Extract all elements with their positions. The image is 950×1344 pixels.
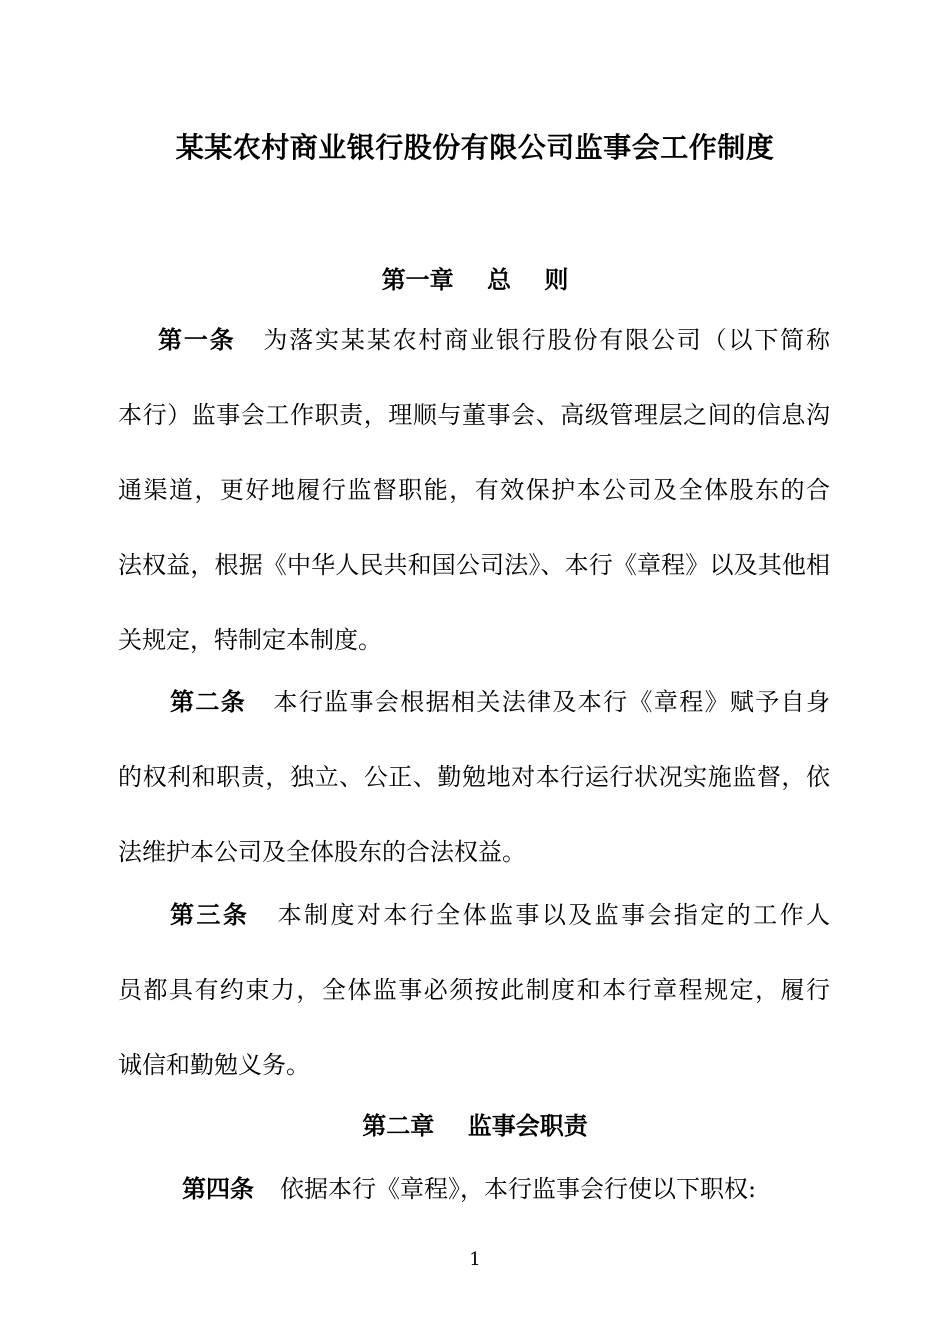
article-2-label: 第二条 bbox=[170, 687, 247, 716]
article-3-text: 本制度对本行全体监事以及监事会指定的工作人 bbox=[275, 901, 830, 929]
article-1-line-3: 通渠道，更好地履行监督职能，有效保护本公司及全体股东的合 bbox=[118, 476, 830, 504]
article-1-line-2: 本行）监事会工作职责，理顺与董事会、高级管理层之间的信息沟 bbox=[118, 401, 830, 429]
article-4-line-1 bbox=[182, 1172, 830, 1206]
article-3-label: 第三条 bbox=[170, 900, 250, 929]
article-2-line-2: 的权利和职责，独立、公正、勤勉地对本行运行状况实施监督，依 bbox=[118, 763, 830, 791]
article-1-text: 为落实某某农村商业银行股份有限公司（以下简称 bbox=[261, 326, 831, 354]
article-3-line-1 bbox=[170, 898, 830, 932]
article-1-line-4: 法权益，根据《中华人民共和国公司法》、本行《章程》以及其他相 bbox=[118, 551, 830, 579]
page-number: 1 bbox=[469, 1249, 481, 1270]
document-title: 某某农村商业银行股份有限公司监事会工作制度 bbox=[175, 131, 775, 164]
article-1-line-1 bbox=[158, 323, 830, 357]
article-3-line-3: 诚信和勤勉义务。 bbox=[118, 1051, 310, 1079]
article-1-line-5: 关规定，特制定本制度。 bbox=[118, 626, 382, 654]
chapter-2-heading: 第二章 监事会职责 bbox=[362, 1111, 588, 1140]
article-2-line-3: 法维护本公司及全体股东的合法权益。 bbox=[118, 838, 526, 866]
article-4-label: 第四条 bbox=[182, 1174, 254, 1203]
article-4-text: 依据本行《章程》，本行监事会行使以下职权: bbox=[280, 1175, 757, 1203]
article-2-line-1 bbox=[170, 685, 830, 719]
article-1-label: 第一条 bbox=[158, 325, 236, 354]
chapter-1-heading: 第一章 总 则 bbox=[381, 265, 569, 294]
article-3-line-2: 员都具有约束力，全体监事必须按此制度和本行章程规定，履行 bbox=[118, 976, 830, 1004]
article-2-text: 本行监事会根据相关法律及本行《章程》赋予自身 bbox=[272, 688, 831, 716]
